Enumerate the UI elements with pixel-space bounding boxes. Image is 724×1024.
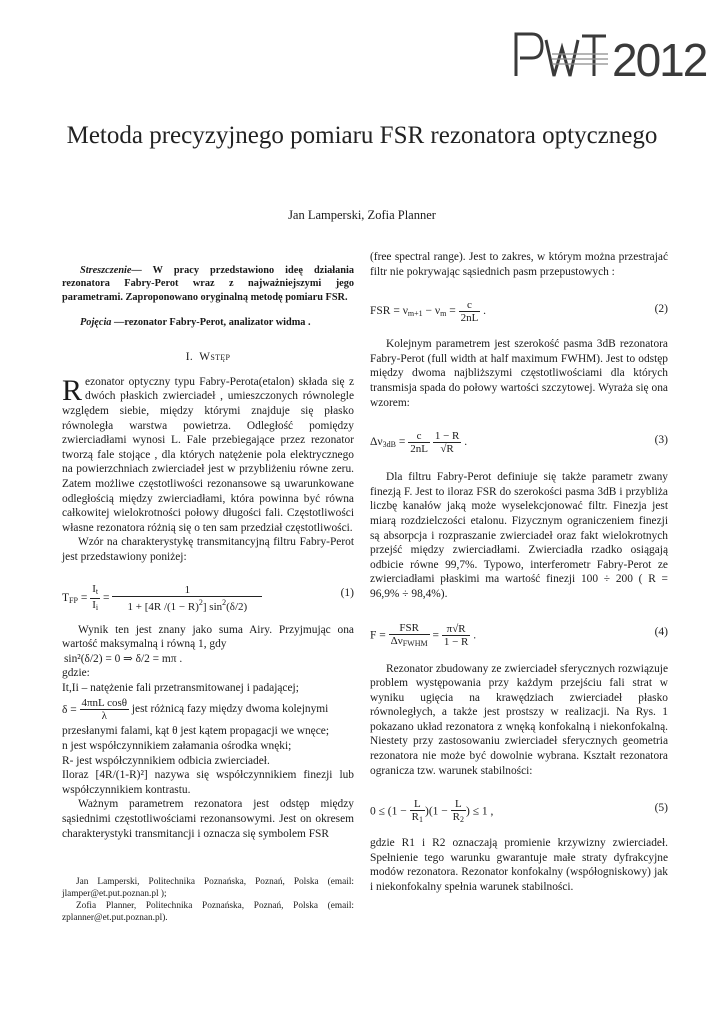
abstract-label: Streszczenie— bbox=[80, 265, 142, 276]
footnotes bbox=[62, 876, 354, 924]
equation-4-number: (4) bbox=[654, 625, 668, 638]
left-column bbox=[62, 264, 354, 841]
spherical-resonator-paragraph: Rezonator zbudowany ze zwierciadeł sferycznych rozwiązuje problem występowania przy każdym przejściu fali strat w wyniku ugięcia na krawędziach zwierciadeł płasko równoległych, a także jest prostszy w realizacji. Na Rys. 1 pokazano układ rezonatora z wnęką konfokalną i niekonfokalną. Niestety przy zastosowaniu zwierciadeł sferycznych geometria rezonatora nie może być dowolnie wybrana. Kształt rezonatora ogranicza tzw. warunek stabilności: bbox=[370, 662, 668, 777]
equation-2 bbox=[370, 293, 668, 325]
def-delta: δ = $\frac{\text{4πnL cosθ}}{\lambda}$ jest różnicą fazy między dwoma kolejnymi bbox=[62, 697, 329, 723]
keywords: Pojęcia —rezonator Fabry-Perot, analizator widma . bbox=[80, 316, 311, 328]
transmittance-intro: Wzór na charakterystykę transmitancyjną filtru Fabry-Perot jest przedstawiony poniżej: bbox=[62, 536, 354, 563]
fsr-continued: (free spectral range). Jest to zakres, w którym można przestrajać filtr nie pokrywając sąsiednich pasm przepustowych : bbox=[370, 251, 668, 278]
def-intensities: It,Ii – natężenie fali przetransmitowanej i padającej; bbox=[62, 681, 299, 694]
sin-condition: sin²(δ/2) = 0 ⇒ δ/2 = mπ . bbox=[64, 652, 183, 665]
def-propagation: przesłanymi falami, kąt θ jest kątem propagacji we wnęce; bbox=[62, 725, 330, 738]
intro-paragraph: Rezonator optyczny typu Fabry-Perota(etalon) składa się z dwóch płaskich zwierciadeł , umieszczonych równolegle względem siebie, między którymi znajduje się płasko równoległa warstwa powietrza. Odległość pomiędzy zwierciadłami wynosi L. Fale przebiegające przez rezonator tworzą fale stojące , dla których natężenie pola elektrycznego na powierzchniach zwierciadeł jest w przybliżeniu równe zeru. Zatem możliwe częstotliwości rezonansowe są uwarunkowane odległością między zwierciadłami, która powinna być równa całkowitej wielokrotności połowy długości fali. Częstotliwości własne rezonatora różnią się o ten sam przedział częstotliwości. bbox=[62, 373, 354, 534]
equation-5-math: 0 ≤ (1 − $\frac{L}{R_1}$ )(1 − $\frac{L}{R_2}$ ) ≤ 1 , bbox=[370, 798, 494, 825]
fwhm-paragraph: Kolejnym parametrem jest szerokość pasma 3dB rezonatora Fabry-Perot (full width at half maximum FWHM). Jest to odstęp między dwoma najbliższymi częstotliwościami dla których transmisja spada do połowy wartości szczytowej. Wyraża się ona wzorem: bbox=[370, 338, 668, 409]
equation-4 bbox=[370, 616, 668, 648]
equation-5 bbox=[370, 792, 668, 825]
equation-1 bbox=[62, 577, 354, 611]
equation-5-number: (5) bbox=[654, 802, 668, 815]
dropcap-letter: R bbox=[62, 373, 83, 407]
equation-2-math: FSR = $\nu_{m+1} - \nu_m$ = $\frac{c}{2nL}$ . bbox=[370, 299, 487, 325]
right-column bbox=[370, 250, 668, 895]
paper-authors: Jan Lamperski, Zofia Planner bbox=[288, 208, 436, 222]
equation-3-math: $\Delta\nu_{3dB}$ = $\frac{c}{2nL}$ $\frac{1 - R}{√R}$ . bbox=[370, 430, 468, 456]
def-refractive-index: n jest współczynnikiem załamania ośrodka wnęki; bbox=[62, 740, 292, 753]
equation-1-math: $T_{FP}$ = $\frac{I_t}{I_i}$ = $\frac{1}{1 + [4R /(1 - R)^2] \sin^2(\delta/2)}$ bbox=[62, 583, 262, 614]
equation-4-math: F = $\frac{\text{FSR}}{\Delta\nu_{FWHM}}$ = $\frac{\pi√R}{1 - R}$ . bbox=[370, 621, 477, 648]
equation-2-number: (2) bbox=[654, 303, 668, 316]
where-label: gdzie: bbox=[62, 667, 90, 680]
equation-3-number: (3) bbox=[654, 434, 668, 447]
keywords-label: Pojęcia bbox=[80, 316, 112, 328]
logo-pwt-mark bbox=[516, 34, 606, 76]
footnote-2: Zofia Planner, Politechnika Poznańska, Poznań, Polska (email: zplanner@et.put.poznan.pl). bbox=[62, 901, 354, 923]
conference-logo bbox=[512, 26, 707, 86]
footnote-1: Jan Lamperski, Politechnika Poznańska, Poznań, Polska (email: jlamper@et.put.poznan.pl ); bbox=[62, 877, 354, 899]
logo-year: 2012 bbox=[612, 34, 707, 86]
def-reflectance: R- jest współczynnikiem odbicia zwierciadeł. bbox=[62, 754, 270, 767]
def-finesse-coefficient: Iloraz [4R/(1-R)²] nazywa się współczynnikiem finezji lub współczynnikiem kontrastu. bbox=[62, 769, 354, 796]
abstract: Streszczenie— W pracy przedstawiono ideę działania rezonatora Fabry-Perot wraz z najważniejszymi jego parametrami. Zaproponowano oryginalną metodę pomiaru FSR. bbox=[62, 265, 354, 303]
airy-paragraph: Wynik ten jest znany jako suma Airy. Przyjmując ona wartość maksymalną i równą 1, gdy bbox=[62, 623, 354, 651]
stability-paragraph: gdzie R1 i R2 oznaczają promienie krzywizny zwierciadeł. Spełnienie tego warunku gwarantuje małe straty dyfrakcyjne modów rezonatora. Rezonator konfokalny (współogniskowy) jak i niekonfokalny spełnia warunek stabilności. bbox=[370, 837, 668, 894]
paper-title: Metoda precyzyjnego pomiaru FSR rezonatora optycznego bbox=[66, 122, 658, 149]
equation-1-number: (1) bbox=[340, 586, 354, 599]
finesse-paragraph: Dla filtru Fabry-Perot definiuje się także parametr zwany finezją F. Jest to iloraz FSR do szerokości pasma 3dB i przybliża liczbę kanałów jaką może wyselekcjonować filtr. Finezja jest miarą rozdzielczości etalonu. Fizycznym ograniczeniem finezji są absorpcja i rozpraszanie zwierciadeł oraz fakt wielokrotnych przejść między zwierciadłami. Zwierciadła rzadko osiągają odbicie równe 99,7%. Typowo, interferometr Fabry-Perot ze zwierciadłami płaskimi ma wartość finezji 100 ÷ 200 ( R = 96,9% ÷ 98,4%). bbox=[370, 471, 668, 600]
equation-3 bbox=[370, 424, 668, 456]
section-heading-introduction: I. Wstęp bbox=[185, 351, 231, 364]
fsr-paragraph: Ważnym parametrem rezonatora jest odstęp między sąsiednimi częstotliwościami rezonansowymi. Jest on okresem charakterystyki transmitancji i oznacza się symbolem FSR bbox=[62, 798, 354, 840]
